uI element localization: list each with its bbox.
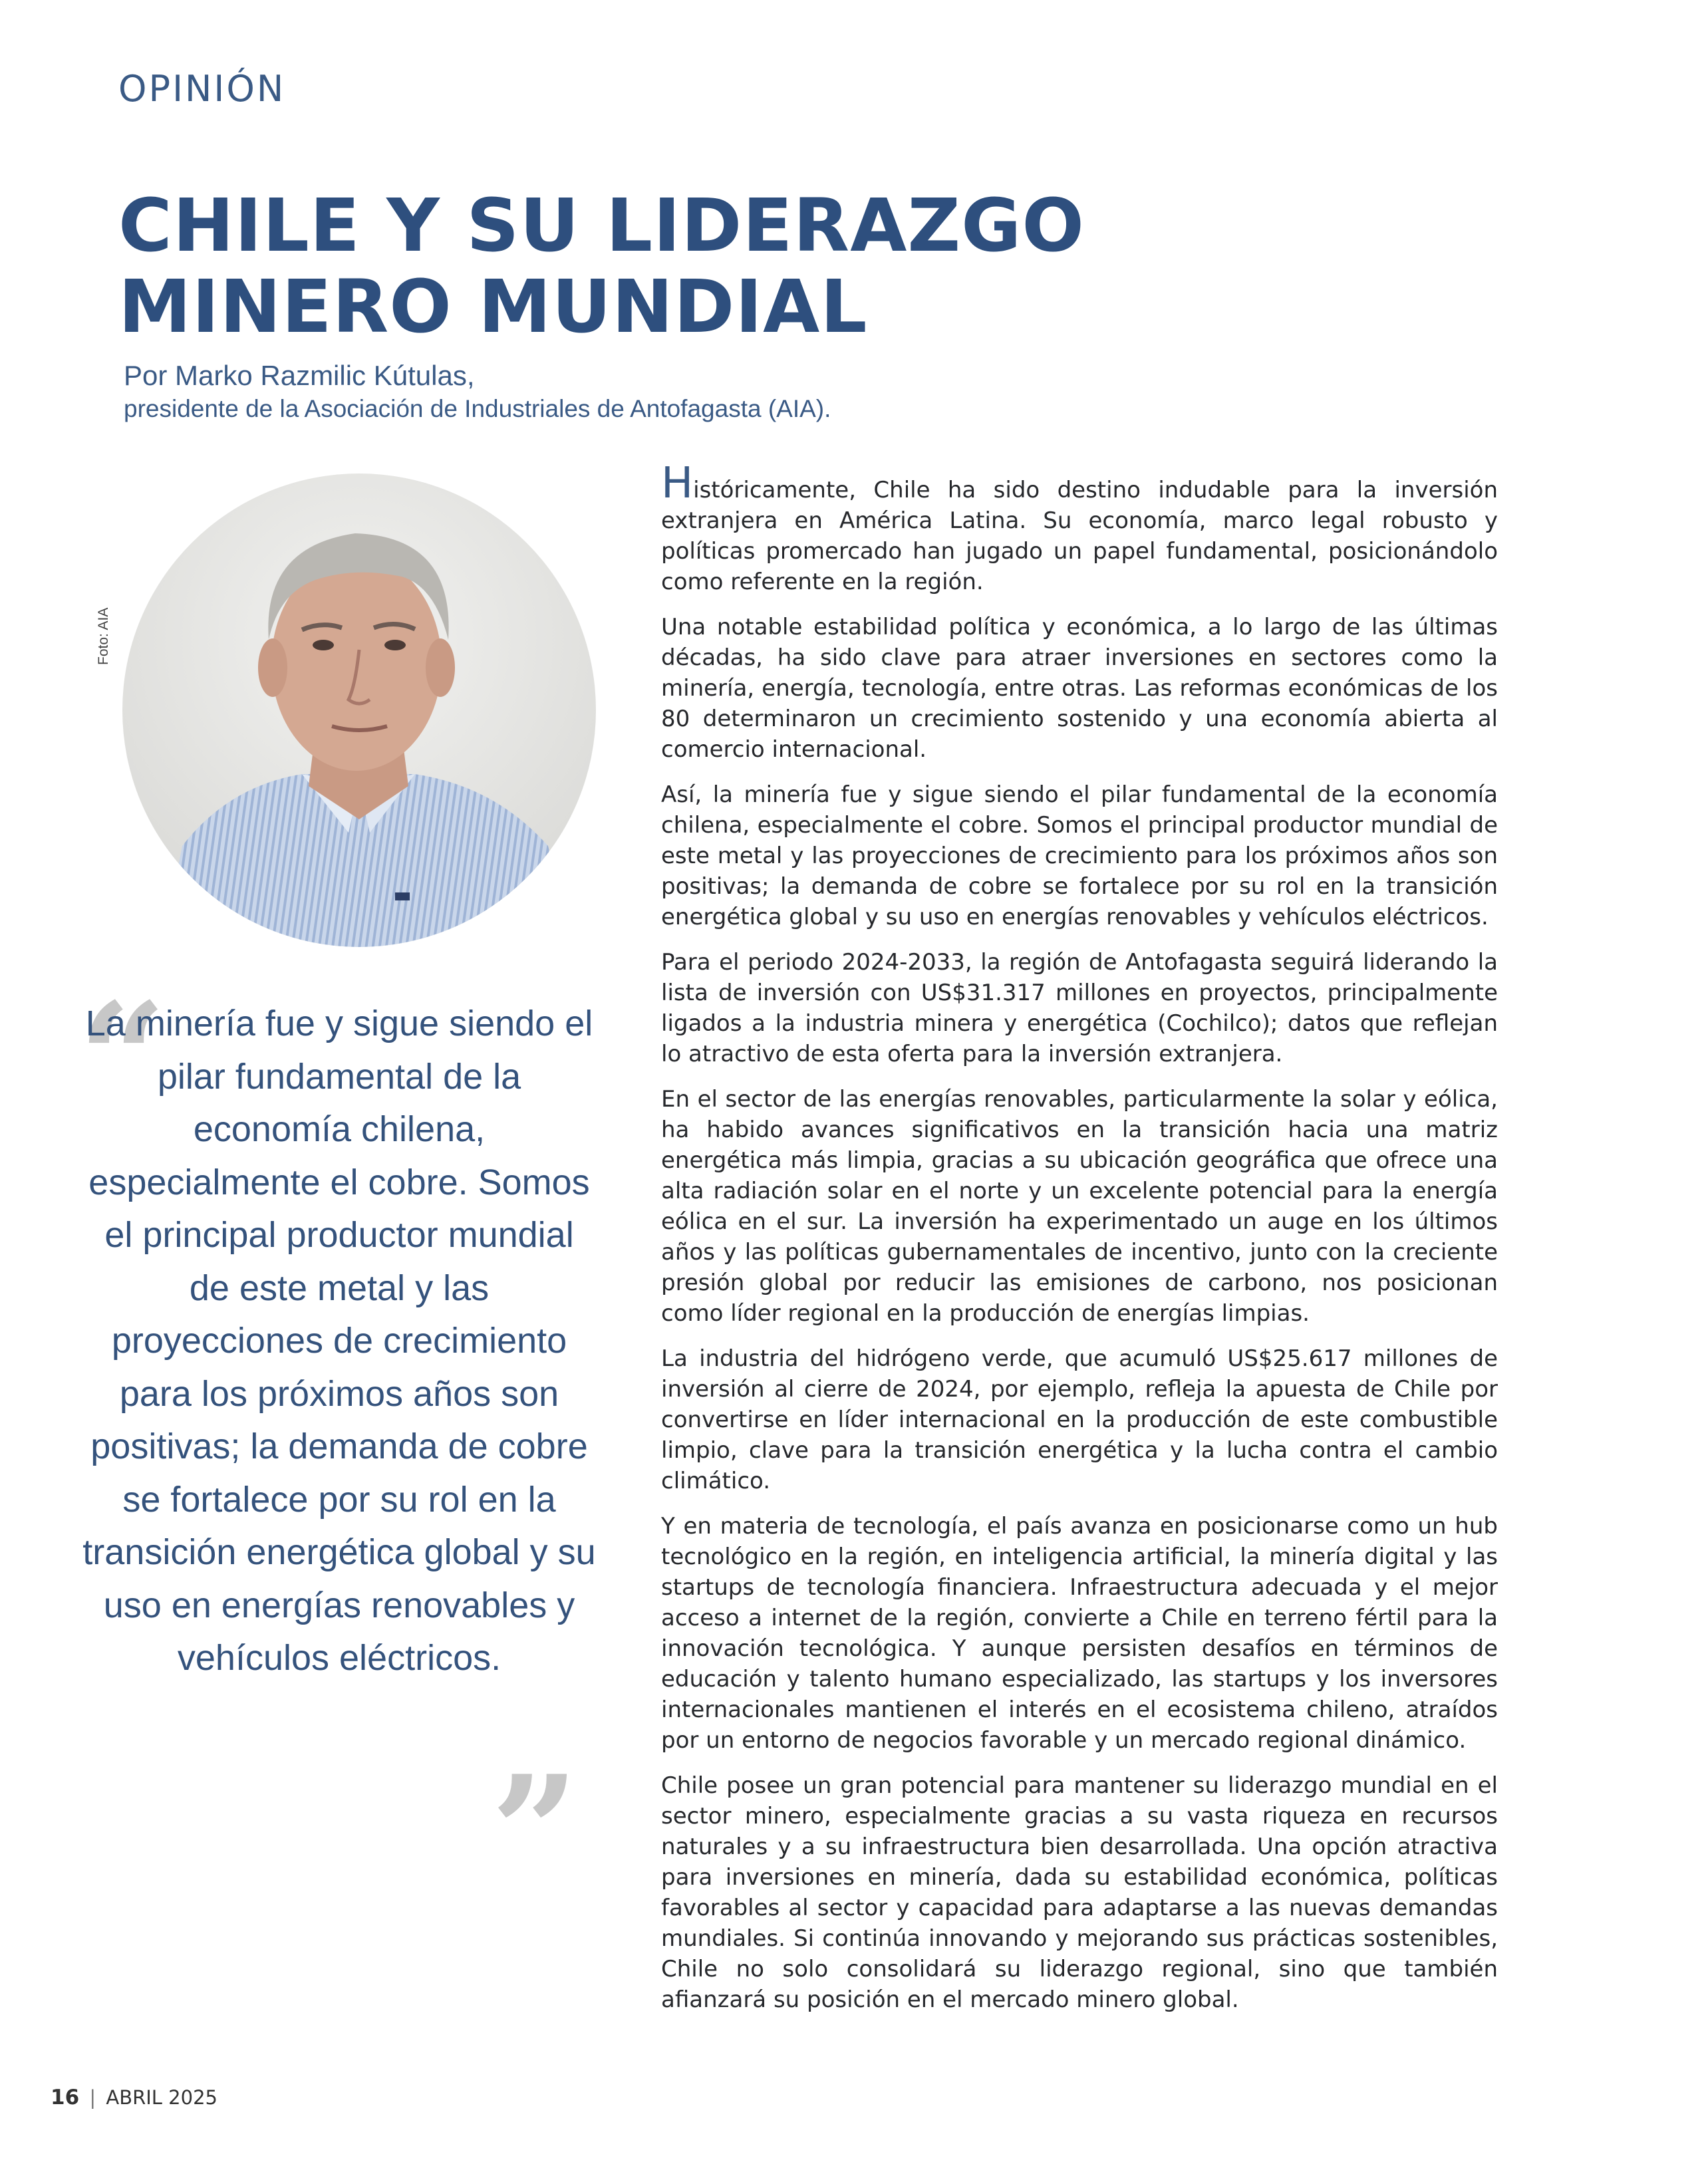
open-quote-mark: “	[78, 970, 167, 1149]
article-title-line-2: MINERO MUNDIAL	[118, 264, 868, 349]
article-body	[661, 459, 1498, 2030]
author-portrait	[122, 473, 596, 947]
article-paragraph-6: La industria del hidrógeno verde, que acumuló US$25.617 millones de inversión al cierre de 2024, por ejemplo, refleja la apuesta de Chile por convertirse en líder internacional en la producción de este combustible limpio, clave para la transición energética y la lucha contra el cambio climático.	[661, 1345, 1498, 1494]
article-paragraph-1	[661, 459, 1498, 597]
pull-quote: La minería fue y sigue siendo el pilar fundamental de la economía chilena, especialmente el cobre. Somos el principal productor mundial de este metal y las proyecciones de crecimiento para los próximos años son positivas; la demanda de cobre se fortalece por su rol en la transición energética global y su uso en energías renovables y vehículos eléctricos.	[82, 1004, 596, 1678]
article-title	[118, 185, 1085, 347]
section-label: OPINIÓN	[118, 68, 286, 110]
close-quote-mark: ”	[491, 1742, 579, 1922]
author-portrait-illustration	[122, 473, 596, 947]
article-title-line-1: CHILE Y SU LIDERAZGO	[118, 183, 1085, 268]
byline-role: presidente de la Asociación de Industriales de Antofagasta (AIA).	[124, 395, 831, 422]
page-footer	[51, 2086, 217, 2109]
photo-credit: Foto: AIA	[96, 607, 111, 665]
page-number: 16	[51, 2086, 80, 2109]
article-paragraph-3: Así, la minería fue y sigue siendo el pilar fundamental de la economía chilena, especialmente el cobre. Somos el principal productor mundial de este metal y las proyecciones de crecimiento para los próximos años son positivas; la demanda de cobre se fortalece por su rol en la transición energética global y su uso en energías renovables y vehículos eléctricos.	[661, 781, 1498, 930]
article-paragraph-1-text: istóricamente, Chile ha sido destino indudable para la inversión extranjera en América Latina. Su economía, marco legal robusto y políticas promercado han jugado un papel fundamental, posicionándolo como referente en la región.	[661, 477, 1498, 595]
article-paragraph-7: Y en materia de tecnología, el país avanza en posicionarse como un hub tecnológico en la región, en inteligencia artificial, la minería digital y las startups de tecnología financiera. Infraestructura adecuada y el mejor acceso a internet de la región, convierte a Chile en terreno fértil para la innovación tecnológica. Y aunque persisten desafíos en términos de educación y talento humano especializado, las startups y los inversores internacionales mantienen el interés en el ecosistema chileno, atraídos por un entorno de negocios favorable y un mercado regional dinámico.	[661, 1513, 1498, 1754]
article-paragraph-2: Una notable estabilidad política y económica, a lo largo de las últimas décadas, ha sido clave para atraer inversiones en sectores como la minería, energía, tecnología, entre otras. Las reformas económicas de los 80 determinaron un crecimiento sostenido y una economía abierta al comercio internacional.	[661, 614, 1498, 763]
article-paragraph-5: En el sector de las energías renovables, particularmente la solar y eólica, ha habido avances significativos en la transición hacia una matriz energética más limpia, gracias a su ubicación geográfica que ofrece una alta radiación solar en el norte y un excelente potencial para la energía eólica en el sur. La inversión ha experimentado un auge en los últimos años y las políticas gubernamentales de incentivo, junto con la creciente presión global por reducir las emisiones de carbono, nos posicionan como líder regional en la producción de energías limpias.	[661, 1086, 1498, 1327]
byline	[124, 359, 831, 426]
drop-cap: H	[661, 459, 694, 508]
issue-date: ABRIL 2025	[106, 2086, 217, 2109]
article-paragraph-4: Para el periodo 2024-2033, la región de Antofagasta seguirá liderando la lista de inversión con US$31.317 millones en proyectos, principalmente ligados a la industria minera y energética (Cochilco); datos que reflejan lo atractivo de esta oferta para la inversión extranjera.	[661, 949, 1498, 1067]
article-paragraph-8: Chile posee un gran potencial para mantener su liderazgo mundial en el sector minero, especialmente gracias a su vasta riqueza en recursos naturales y a su infraestructura bien desarrollada. Una opción atractiva para inversiones en minería, dada su estabilidad económica, políticas favorables al sector y capacidad para adaptarse a las nuevas demandas mundiales. Si continúa innovando y mejorando sus prácticas sostenibles, Chile no solo consolidará su liderazgo regional, sino que también afianzará su posición en el mercado minero global.	[661, 1772, 1498, 2013]
footer-separator: |	[89, 2086, 96, 2109]
byline-author: Por Marko Razmilic Kútulas,	[124, 360, 475, 391]
